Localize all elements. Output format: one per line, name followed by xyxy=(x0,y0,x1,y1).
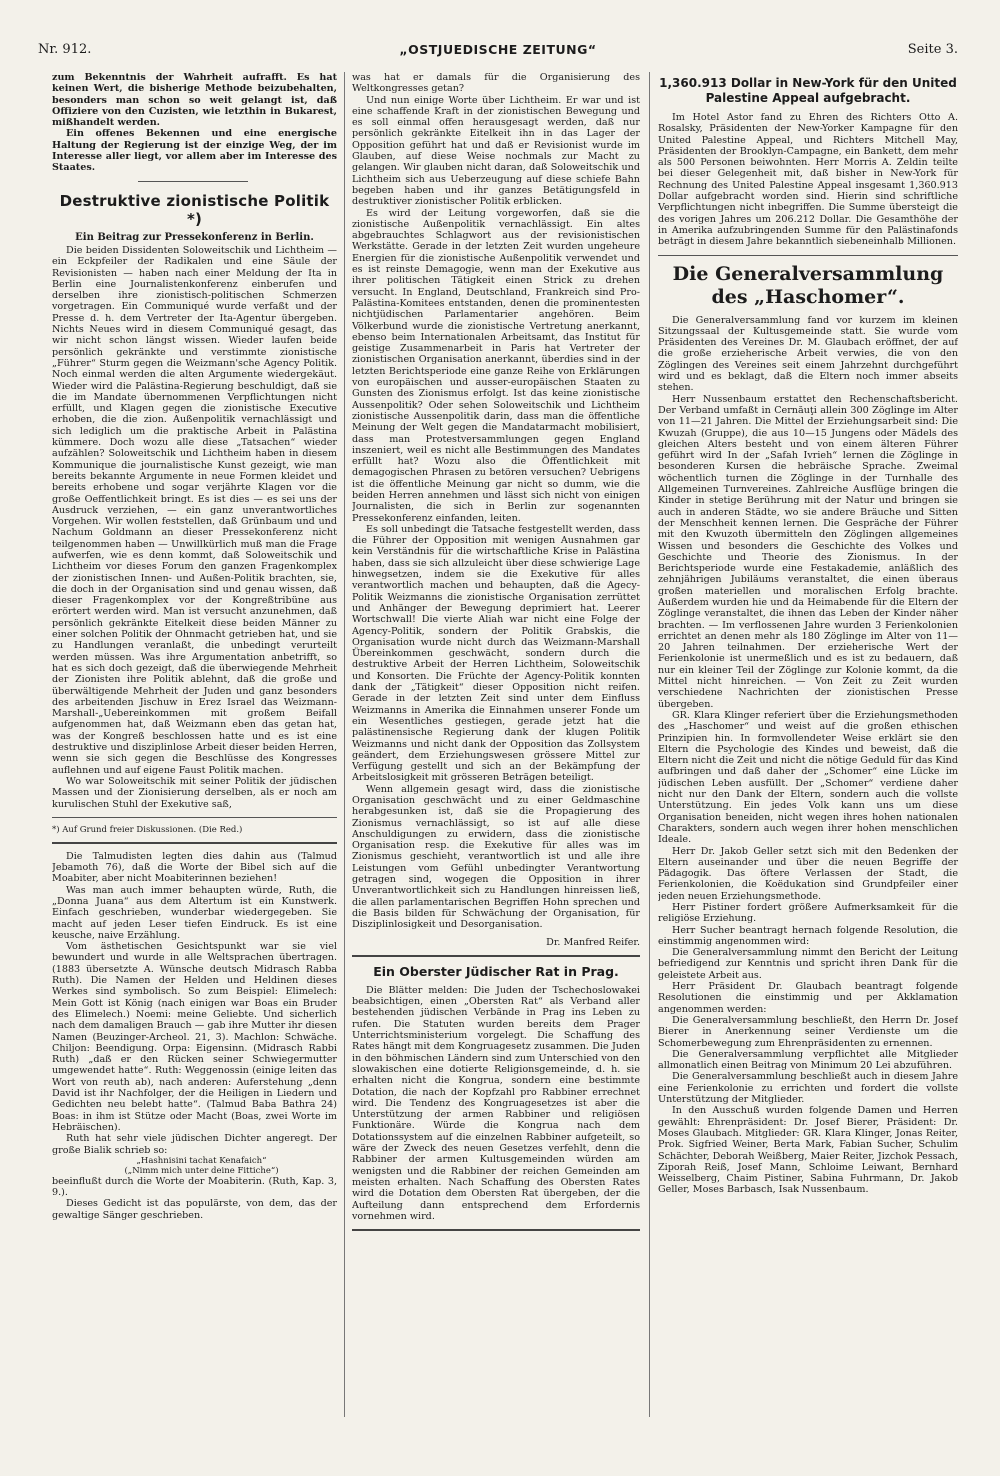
paragraph: Die Generalversammlung beschließt, den Herrn Dr. Josef Bierer in Anerkennung seiner Verdienste um die Schomerbewegung zum Ehrenpräsidenten zu ernennen. xyxy=(658,1014,958,1049)
paragraph: Die Generalversammlung fand vor kurzem im kleinen Sitzungssaal der Kultusgemeinde statt. Sie wurde vom Präsidenten des Vereines Dr. M. Glaubach eröffnet, der auf die große erzieherische Arbeit verwies, die von den Zöglingen des Vereines seit einem Jahrzehnt durchgeführt wird und es beklagt, daß die Eltern noch immer abseits stehen. xyxy=(658,314,958,394)
cuzist-article-end xyxy=(52,72,337,174)
divider xyxy=(52,817,337,818)
paragraph: Herr Pistiner fordert größere Aufmerksamkeit für die religiöse Erziehung. xyxy=(658,902,958,925)
paragraph: Ruth hat sehr viele jüdischen Dichter angeregt. Der große Bialik schrieb so: xyxy=(52,1133,337,1156)
page-header xyxy=(38,40,958,62)
article-headline-oberster-rat: Ein Oberster Jüdischer Rat in Prag. xyxy=(373,963,619,979)
column-divider-2 xyxy=(649,72,650,1417)
footnote: *) Auf Grund freier Diskussionen. (Die Red.) xyxy=(52,824,243,835)
paragraph: Ein offenes Bekennen und eine energische Haltung der Regierung ist der einzige Weg, der im Interesse aller liegt, vor allem aber im Interesse des Staates. xyxy=(52,128,337,174)
paragraph: Herr Nussenbaum erstattet den Rechenschaftsbericht. Der Verband umfaßt in Cernăuţi allein 300 Zöglinge im Alter von 11—21 Jahren. Die Mittel der Erziehungsarbeit sind: Die Kwuzah (Gruppe), die aus 10—15 Jungens oder Mädels des gleichen Alters besteht und von einem älteren Führer geführt wird In der „Safah Ivrieh“ lernen die Zöglinge in besonderen Kursen die hebräische Sprache. Zweimal wöchentlich turnen die Zöglinge in der Turnhalle des Allgemeinen Turnvereines. Zahlreiche Ausflüge bringen die Kinder in stetige Berührung mit der Natur und bringen sie auch in anderen Städte, wo sie andere Bräuche und Sitten der Menschheit kennen lernen. Die Gespräche der Führer mit den Kwuzoth übermitteln den Zöglingen allgemeines Wissen und besonders die Geschichte des Volkes und Geschichte und Theorie des Zionismus. In der Berichtsperiode wurde eine Festakademie, anläßlich des zehnjährigen Jubiläums veranstaltet, die einen überaus großen materiellen und moralischen Erfolg brachte. Außerdem wurden hie und da Heimabende für die Eltern der Zöglinge veranstaltet, die ihnen das Leben der Kinder näher brachten. — Im verflossenen Jahre wurden 3 Ferienkolonien errichtet an denen mehr als 180 Zöglinge im Alter von 11—20 Jahren teilnahmen. Der erzieherische Wert der Ferienkolonie ist unermeßlich und es ist zu bedauern, daß nur ein kleiner Teil der Zöglinge zur Kolonie kommt, da die Mittel nicht hinreichen. — Von Zeit zu Zeit wurden verschiedene Nachrichten der zionistischen Presse übergeben. xyxy=(658,393,958,710)
paragraph: GR. Klara Klinger referiert über die Erziehungsmethoden des „Haschomer“ und weist auf die großen ethischen Prinzipien hin. In formvollendeter Weise erklärt sie den Eltern die Psychologie des Kindes und beweist, daß die Eltern nicht die Zeit und nicht die nötige Geduld für das Kind aufbringen und daß daher der „Schomer“ eine Lücke im jüdischen Leben ausfüllt. Der „Schomer“ verdiene daher nicht nur den Dank der Eltern, sondern auch die vollste Unterstützung. Ein jedes Volk kann uns um diese Organisation beneiden, nicht wegen ihres hohen nationalen Charakters, sondern auch wegen ihrer hohen menschlichen Ideale. xyxy=(658,709,958,846)
article-headline-destruktive: Destruktive zionistische Politik *) xyxy=(59,191,330,228)
divider xyxy=(352,955,640,957)
paragraph: Die Blätter melden: Die Juden der Tschechoslowakei beabsichtigen, einen „Obersten Rat“ als Verband aller bestehenden jüdischen Verbände in Prag ins Leben zu rufen. Die Statuten wurden bereits dem Prager Unterrichtsministerium vorgelegt. Die Schaffung des Rates hängt mit dem Kongruagesetz zusammen. Die Juden in den böhmischen Ländern sind zum Unterschied von den slowakischen eine dotierte Religionsgemeinde, d. h. sie erhalten nicht die Kongrua, sondern eine bestimmte Dotation, die nach der Kopfzahl pro Rabbiner errechnet wird. Die Tendenz des Kongruagesetzes ist aber die Unterstützung der armen Rabbiner und religiösen Funktionäre. Würde die Kongrua nach dem Dotationssystem auf die einzelnen Rabbiner aufgeteilt, so wäre der Zweck des neuen Gesetzes verfehlt, denn die Rabbiner der armen Kultusgemeinden würden am wenigsten und die Rabbiner der reichen Gemeinden am meisten erhalten. Nach Schaffung des Obersten Rates wird die Dotation dem Obersten Rat übergeben, der die Aufteilung dann entsprechend dem Erfordernis vornehmen wird. xyxy=(352,984,640,1222)
paragraph: Dieses Gedicht ist das populärste, von dem, das der gewaltige Sänger geschrieben. xyxy=(52,1198,337,1221)
paragraph: Und nun einige Worte über Lichtheim. Er war und ist eine schaffende Kraft in der zionistischen Bewegung und es soll einmal offen herausgesagt werden, daß nur persönlich gekränkte Eitelkeit ihn in das Lager der Opposition geführt hat und daß er Revisionist wurde im Glauben, auf diese Weise nochmals zur Macht zu gelangen. Wir glauben nicht daran, daß Soloweitschik und Lichtheim sich aus Ueberzeugung auf diese schiefe Bahn begeben haben und ihr ganzes Betätigungsfeld in destruktiver zionistischer Politik erblicken. xyxy=(352,94,640,208)
author-signature: Dr. Manfred Reifer. xyxy=(546,936,640,948)
paragraph: Vom ästhetischen Gesichtspunkt war sie viel bewundert und wurde in alle Weltsprachen übertragen. (1883 übersetzte A. Wünsche deutsch Midrasch Rabba Ruth). Die Namen der Helden und Heldinen dieses Werkes sind symbolisch. So zum Beispiel: Elimelech: Mein Gott ist König (nach einigen war Boas ein Bruder des Elimelech.) Noemi: meine Geliebte. Und sicherlich nach dem damaligen Brauch — gab ihre Mutter ihr diesen Namen (Beuzinger-Archeol. 21, 3). Machlon: Schwäche. Chiljon: Beendigung. Orpa: Eigensinn. (Midrasch Rabbi Ruth) „daß er den Rücken seiner Schwiegermutter umgewendet hatte“. Ruth: Weggenossin (einige leiten das Wort von reuth ab), nach anderen: Auferstehung „denn David ist ihr Nachfolger, der die Heiligen in Liedern und Gedichten neu belebt hatte“. (Talmud Baba Bathra 24) Boas: in ihm ist Stütze oder Macht (Boas, zwei Worte im Hebräischen). xyxy=(52,941,337,1133)
article-headline-dollar: 1,360.913 Dollar in New-York für den United Palestine Appeal aufgebracht. xyxy=(659,76,957,105)
paragraph: Herr Sucher beantragt hernach folgende Resolution, die einstimmig angenommen wird: xyxy=(658,924,958,947)
divider xyxy=(352,1229,640,1231)
page-number: Seite 3. xyxy=(907,42,958,57)
paragraph: Im Hotel Astor fand zu Ehren des Richters Otto A. Rosalsky, Präsidenten der New-Yorker Kampagne für den United Palestine Appeal, und Richters Mitchell May, Präsidenten der Brooklyn-Campagne, ein Bankett, dem mehr als 500 Personen beiwohnten. Herr Morris A. Zeldin teilte bei dieser Gelegenheit mit, daß bisher in New-York für Rechnung des United Palestine Appeal insgesamt 1,360.913 Dollar aufgebracht worden sind. Hierin sind schriftliche Verpflichtungen nicht inbegriffen. Die Summe übersteigt die des vorigen Jahres um 206.212 Dollar. Die Gesamthöhe der in Amerika aufzubringenden Summe für den Palästinafonds beträgt in diesem Jahre bekanntlich siebeneinhalb Millionen. xyxy=(658,112,958,248)
divider xyxy=(138,181,248,182)
paragraph: Die Generalversammlung nimmt den Bericht der Leitung befriedigend zur Kenntnis und spricht ihren Dank für die geleistete Arbeit aus. xyxy=(658,947,958,981)
article-subheadline: Ein Beitrag zur Pressekonferenz in Berlin. xyxy=(75,231,314,243)
issue-number: Nr. 912. xyxy=(38,42,92,57)
article-headline-generalversammlung: Die Generalversammlung des „Haschomer“. xyxy=(672,262,944,308)
paragraph: was hat er damals für die Organisierung des Weltkongresses getan? xyxy=(352,72,640,95)
column-3 xyxy=(658,72,958,1432)
paragraph: Was man auch immer behaupten würde, Ruth, die „Donna Juana“ aus dem Altertum ist ein Kunstwerk. Einfach geschrieben, wunderbar wiedergegeben. Sie macht auf jeden Leser tiefen Eindruck. Es ist eine keusche, naive Erzählung. xyxy=(52,884,337,941)
column-2 xyxy=(352,72,640,1432)
paragraph: Die Generalversammlung beschließt auch in diesem Jahre eine Ferienkolonie zu errichten und fordert die vollste Unterstützung der Mitglieder. xyxy=(658,1071,958,1106)
paragraph: zum Bekenntnis der Wahrheit aufrafft. Es hat keinen Wert, die bisherige Methode beizubehalten, besonders man schon so weit gelangt ist, daß Offiziere von den Cuzisten, wie letzthin in Bukarest, mißhandelt werden. xyxy=(52,72,337,129)
paragraph: Die Generalversammlung verpflichtet alle Mitglieder allmonatlich einen Beitrag von Minimum 20 Lei abzuführen. xyxy=(658,1048,958,1072)
paragraph: Herr Dr. Jakob Geller setzt sich mit den Bedenken der Eltern auseinander und über die neuen Begriffe der Pädagogik. Das öftere Verlassen der Stadt, die Ferienkolonien, die Koëdukation sind Grundpfeiler einer jeden neuen Erziehungsmethode. xyxy=(658,845,958,902)
divider xyxy=(658,255,958,256)
quote-line: „Hashnisini tachat Kenafaich“ xyxy=(136,1155,267,1166)
quote-line: („Nimm mich unter deine Fittiche“) xyxy=(124,1165,279,1176)
paragraph: Wo war Soloweitschik mit seiner Politik der jüdischen Massen und der Zionisierung derselben, als er noch am kurulischen Stuhl der Exekutive saß, xyxy=(52,775,337,810)
newspaper-title: „OSTJUEDISCHE ZEITUNG“ xyxy=(399,42,597,57)
paragraph: Wenn allgemein gesagt wird, dass die zionistische Organisation geschwächt und zu einer Geldmaschine herabgesunken ist, daß sie die Propagierung des Zionismus vernachlässigt, so ist auf alle diese Anschuldigungen zu erwidern, dass die zionistische Organisation resp. die Exekutive für alles was im Zionismus geschieht, verantwortlich ist und alle ihre Leistungen vom Gefühl unbedingter Verantwortung getragen sind, wogegen die Opposition in ihrer Unverantwortlichkeit sich zu Handlungen hinreissen ließ, die allen parlamentarischen Begriffen Hohn sprechen und die Basis bilden für Schwächung der Organisation, für Disziplinlosigkeit und Desorganisation. xyxy=(352,783,640,931)
paragraph: Die beiden Dissidenten Soloweitschik und Lichtheim — ein Eckpfeiler der Radikalen und eine Säule der Revisionisten — haben nach einer Meldung der Ita in Berlin eine Journalistenkonferenz einberufen und derselben ihre zionistisch-politischen Schmerzen vorgetragen. Ein Communiqué wurde verfaßt und der Presse d. h. dem Vertreter der Ita-Agentur übergeben. Nichts Neues wird in diesem Communiqué gesagt, das wir nicht schon längst wissen. Wieder laufen beide persönlich gekränkte und verstimmte zionistische „Führer“ Sturm gegen die Weizmann'sche Agency Politik. Noch einmal werden die alten Argumente wiedergekäut. Wieder wird die Palästina-Regierung beschuldigt, daß sie die im Mandate übernommenen Verpflichtungen nicht erfüllt, und Klagen gegen die zionistische Executive erhoben, die die zion. Außenpolitik vernachlässigt und sich lediglich um die praktische Arbeit in Palästina kümmere. Doch wozu alle diese „Tatsachen“ wieder aufzählen? Soloweitschik und Lichtheim haben in diesem Kommunique die journalistische Kunst gezeigt, wie man bereits bekannte Argumente in neue Formen kleidet und bereits erhobene und sogar verjährte Klagen vor die große Oeffentlichkeit bringt. Es ist dies — es sei uns der Ausdruck verziehen, — ein ganz unverantwortliches Vorgehen. Wir wollen feststellen, daß Grünbaum und und Nachum Goldmann an dieser Pressekonferenz nicht teilgenommen haben — Unwillkürlich muß man die Frage aufwerfen, wie es denn kommt, daß Soloweitschik und Lichtheim vor dieses Forum den ganzen Fragenkomplex der zionistischen Innen- und Außen-Politik brachten, sie, die doch in der Organisation sind und genau wissen, daß dieser Fragenkomplex vor der Kongreßtribüne aus erörtert werden wird. Man ist versucht anzunehmen, daß persönlich gekränkte Eitelkeit diese beiden Männer zu einer solchen Politik der Ohnmacht getrieben hat, und sie zu Handlungen veranlaßt, die unbedingt verurteilt werden müssen. Was ihre Argumentation anbetrifft, so hat es sich doch gezeigt, daß die überwiegende Mehrheit der Zionisten ihre Politik ablehnt, daß die große und überwältigende Mehrheit der Juden und ganz besonders des arbeitenden Jischuw in Erez Israel das Weizmann-Marshall-„Uebereinkommen mit großem Beifall aufgenommen hat, daß Weizmann eben das getan hat, was der Kongreß beschlossen hatte und es ist eine destruktive und disziplinlose Arbeit dieser beiden Herren, wenn sie sich gegen die Beschlüsse des Kongresses auflehnen und auf eigene Faust Politik machen. xyxy=(52,244,337,776)
paragraph: beeinflußt durch die Worte der Moabiterin. (Ruth, Kap. 3, 9.). xyxy=(52,1175,337,1199)
paragraph: Es soll unbedingt die Tatsache festgestellt werden, dass die Führer der Opposition mit wenigen Ausnahmen gar kein Verständnis für die wirtschaftliche Krise in Palästina haben, dass sie sich allzuleicht über diese schwierige Lage hinwegsetzen, indem sie die Exekutive für alles verantwortlich machen und behaupten, daß die Agecy-Politik Weizmanns die zionistische Organisation zerrüttet und Anhänger der Bewegung deprimiert hat. Leerer Wortschwall! Die vierte Aliah war nicht eine Folge der Agency-Politik, sondern der Politik Grabskis, die Organisation wurde nicht durch das Weizmann-Marshall Übereinkommen geschwächt, sondern durch die destruktive Arbeit der Herren Lichtheim, Soloweitschik und Konsorten. Die Früchte der Agency-Politik konnten dank der „Tätigkeit“ dieser Opposition nicht reifen. Gerade in der letzten Zeit sind unter dem Einfluss Weizmanns in Amerika die Einnahmen unserer Fonde um ein Wesentliches gestiegen, gerade jetzt hat die palästinensische Regierung dank der klugen Politik Weizmanns und nicht dank der Opposition das Zollsystem geändert, dem Erziehungswesen grössere Mittel zur Verfügung gestellt und sich an der Bekämpfung der Arbeitslosigkeit mit grösseren Beträgen beteiligt. xyxy=(352,523,640,784)
paragraph: Herr Präsident Dr. Glaubach beantragt folgende Resolutionen die einstimmig und per Akklamation angenommen werden: xyxy=(658,981,958,1015)
paragraph: In den Ausschuß wurden folgende Damen und Herren gewählt: Ehrenpräsident: Dr. Josef Bierer, Präsident: Dr. Moses Glaubach. Mitglieder: GR. Klara Klinger, Jonas Reiter, Prok. Sigfried Weiner, Berta Mark, Fabian Sucher, Schulim Schächter, Deborah Weißberg, Maier Reiter, Jizchok Pessach, Ziporah Reiß, Josef Mann, Schloime Leiwant, Bernhard Weisselberg, Chaim Pistiner, Sabina Fuhrmann, Dr. Jakob Geller, Moses Barbasch, Isak Nussenbaum. xyxy=(658,1105,958,1196)
paragraph: Die Talmudisten legten dies dahin aus (Talmud Jebamoth 76), daß die Worte der Bibel sich auf die Moabiter, aber nicht Moabiterinnen beziehen! xyxy=(52,850,337,885)
paragraph: Es wird der Leitung vorgeworfen, daß sie die zionistische Außenpolitik vernachlässigt. Ein altes abgebrauchtes Schlagwort aus der revisionistischen Werkstätte. Gerade in der letzten Zeit wurden ungeheure Energien für die zionistische Außenpolitik verwendet und es ist reinste Demagogie, wenn man der Exekutive aus ihrer politischen Tätigkeit einen Strick zu drehen versucht. In England, Deutschland, Frankreich sind Pro-Palästina-Komitees entstanden, denen die prominentesten nichtjüdischen Parlamentarier angehören. Beim Völkerbund wurde die zionistische Vertretung anerkannt, ebenso beim Internationalen Arbeitsamt, das Institut für geistige Zusammenarbeit in Paris hat Vertreter der zionistischen Organisation anerkannt, überdies sind in der letzten Berichtsperiode eine ganze Reihe von Erklärungen von europäischen und ausser-europäischen Staaten zu Gunsten des Zionismus erfolgt. Ist das keine zionistische Aussenpolitik? Oder sehen Soloweitschik und Lichtheim zionistische Aussenpolitik darin, dass man die öffentliche Meinung der Welt gegen die Mandatarmacht mobilisiert, dass man Protestversammlungen gegen England inszeniert, weil es nicht alle Bestimmungen des Mandates erfüllt hat? Wozu also die Öffentlichkeit mit demagogischen Phrasen zu betören versuchen? Uebrigens ist die öffentliche Meinung gar nicht so dumm, wie die beiden Herren annehmen und lässt sich nicht von einigen Journalisten, die sich in Berlin zur sogenannten Pressekonferenz einfanden, leiten. xyxy=(352,207,640,524)
column-divider-1 xyxy=(344,72,345,1417)
column-1 xyxy=(52,72,337,1422)
divider xyxy=(52,842,337,844)
